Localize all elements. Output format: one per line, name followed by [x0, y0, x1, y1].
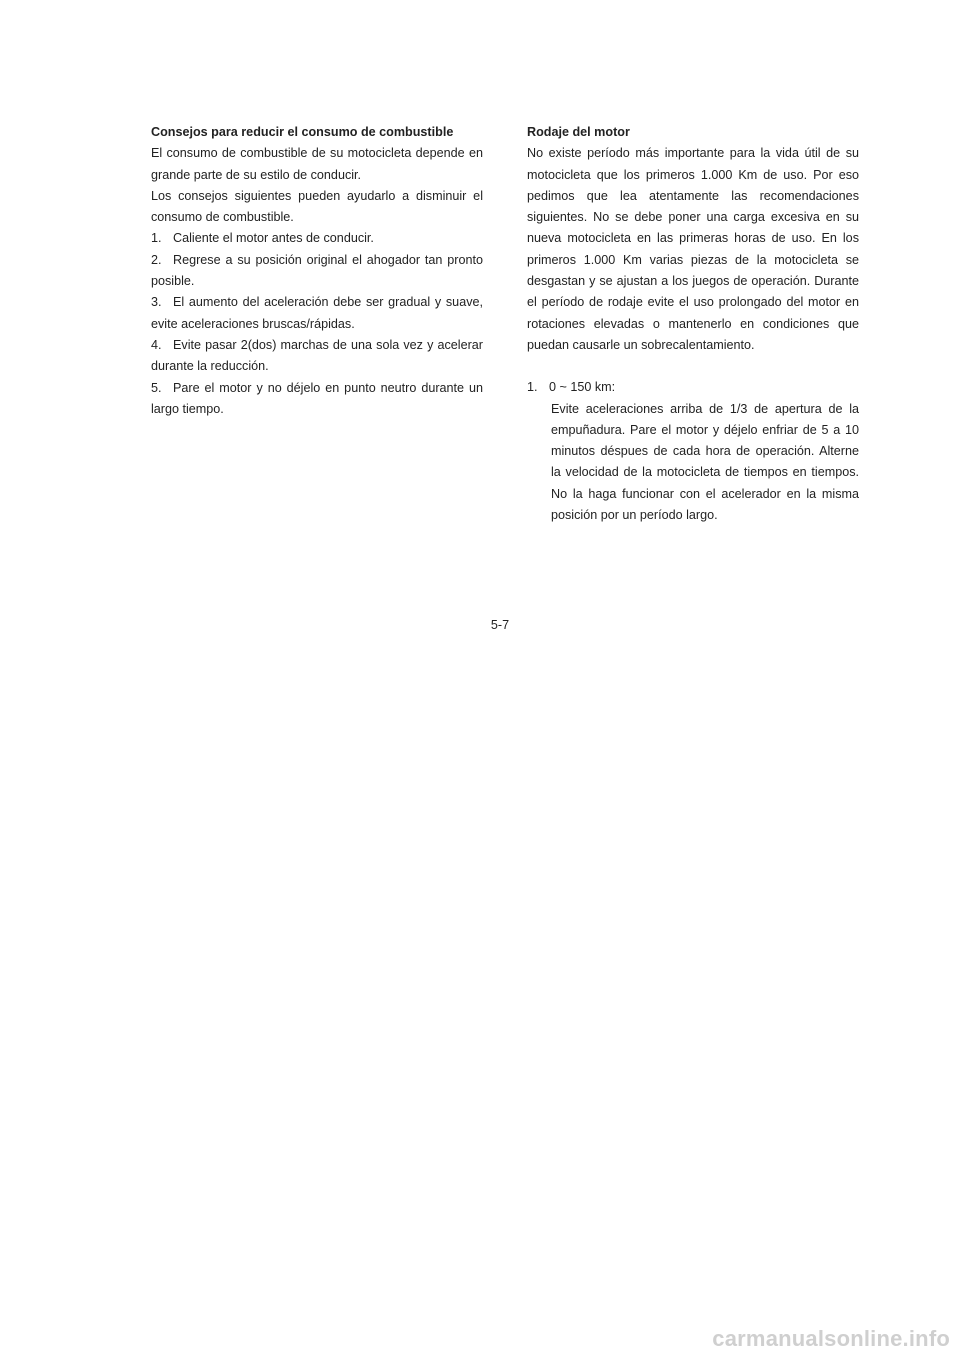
fuel-tip-item-3: [151, 292, 483, 335]
fuel-tip-number: 5.: [151, 380, 162, 395]
break-in-paragraph: No existe período más importante para la vida útil de su motocicleta que los primeros 1.000 Km de uso. Por eso pedimos que lea atentamente las recomendaciones siguientes. No se debe poner una carga excesiva en su nueva motocicleta en las primeras horas de uso. En los primeros 1.000 Km varias piezas de la motocicleta se desgastan y se ajustan a los juegos de operación. Durante el período de rodaje evite el uso prolongado del motor en rotaciones elevadas o mantenerlo en condiciones que puedan causarle un sobrecalentamiento.: [527, 146, 859, 352]
watermark: carmanualsonline.info: [712, 1326, 950, 1351]
fuel-tip-item-1: [151, 228, 483, 249]
page-number: 5-7: [490, 618, 510, 632]
left-column: [151, 122, 483, 420]
fuel-tip-number: 3.: [151, 295, 162, 310]
fuel-tip-item-4: [151, 335, 483, 378]
fuel-tips-intro-1: El consumo de combustible de su motocicleta depende en grande parte de su estilo de conducir.: [151, 146, 483, 182]
break-in-step-range: 0 ~ 150 km:: [549, 380, 616, 395]
right-column: [527, 122, 859, 526]
fuel-tip-item-2: [151, 250, 483, 293]
fuel-tip-text: Regrese a su posición original el ahogador tan pronto posible.: [151, 252, 483, 289]
fuel-tip-item-5: [151, 378, 483, 421]
fuel-tip-number: 1.: [151, 231, 162, 246]
fuel-tip-text: Evite pasar 2(dos) marchas de una sola vez y acelerar durante la reducción.: [151, 337, 483, 374]
paragraph-spacer: [527, 356, 859, 377]
break-in-step-number: 1.: [527, 380, 538, 395]
break-in-step-text: Evite aceleraciones arriba de 1/3 de apertura de la empuñadura. Pare el motor y déjelo enfriar de 5 a 10 minutos déspues de cada hora de operación. Alterne la velocidad de la motocicleta de tiempos en tiempos. No la haga funcionar con el acelerador en la misma posición por un período largo.: [551, 401, 859, 523]
break-in-step-heading: [527, 377, 859, 398]
fuel-tip-text: Caliente el motor antes de conducir.: [173, 231, 374, 246]
fuel-tip-number: 4.: [151, 337, 162, 352]
fuel-tip-text: El aumento del aceleración debe ser gradual y suave, evite aceleraciones bruscas/rápidas.: [151, 295, 483, 331]
break-in-heading: Rodaje del motor: [527, 125, 630, 139]
fuel-tip-text: Pare el motor y no déjelo en punto neutro durante un largo tiempo.: [151, 380, 483, 416]
fuel-tips-intro-2: Los consejos siguientes pueden ayudarlo a disminuir el consumo de combustible.: [151, 188, 483, 225]
fuel-tips-heading: Consejos para reducir el consumo de combustible: [151, 125, 454, 139]
fuel-tip-number: 2.: [151, 252, 162, 267]
